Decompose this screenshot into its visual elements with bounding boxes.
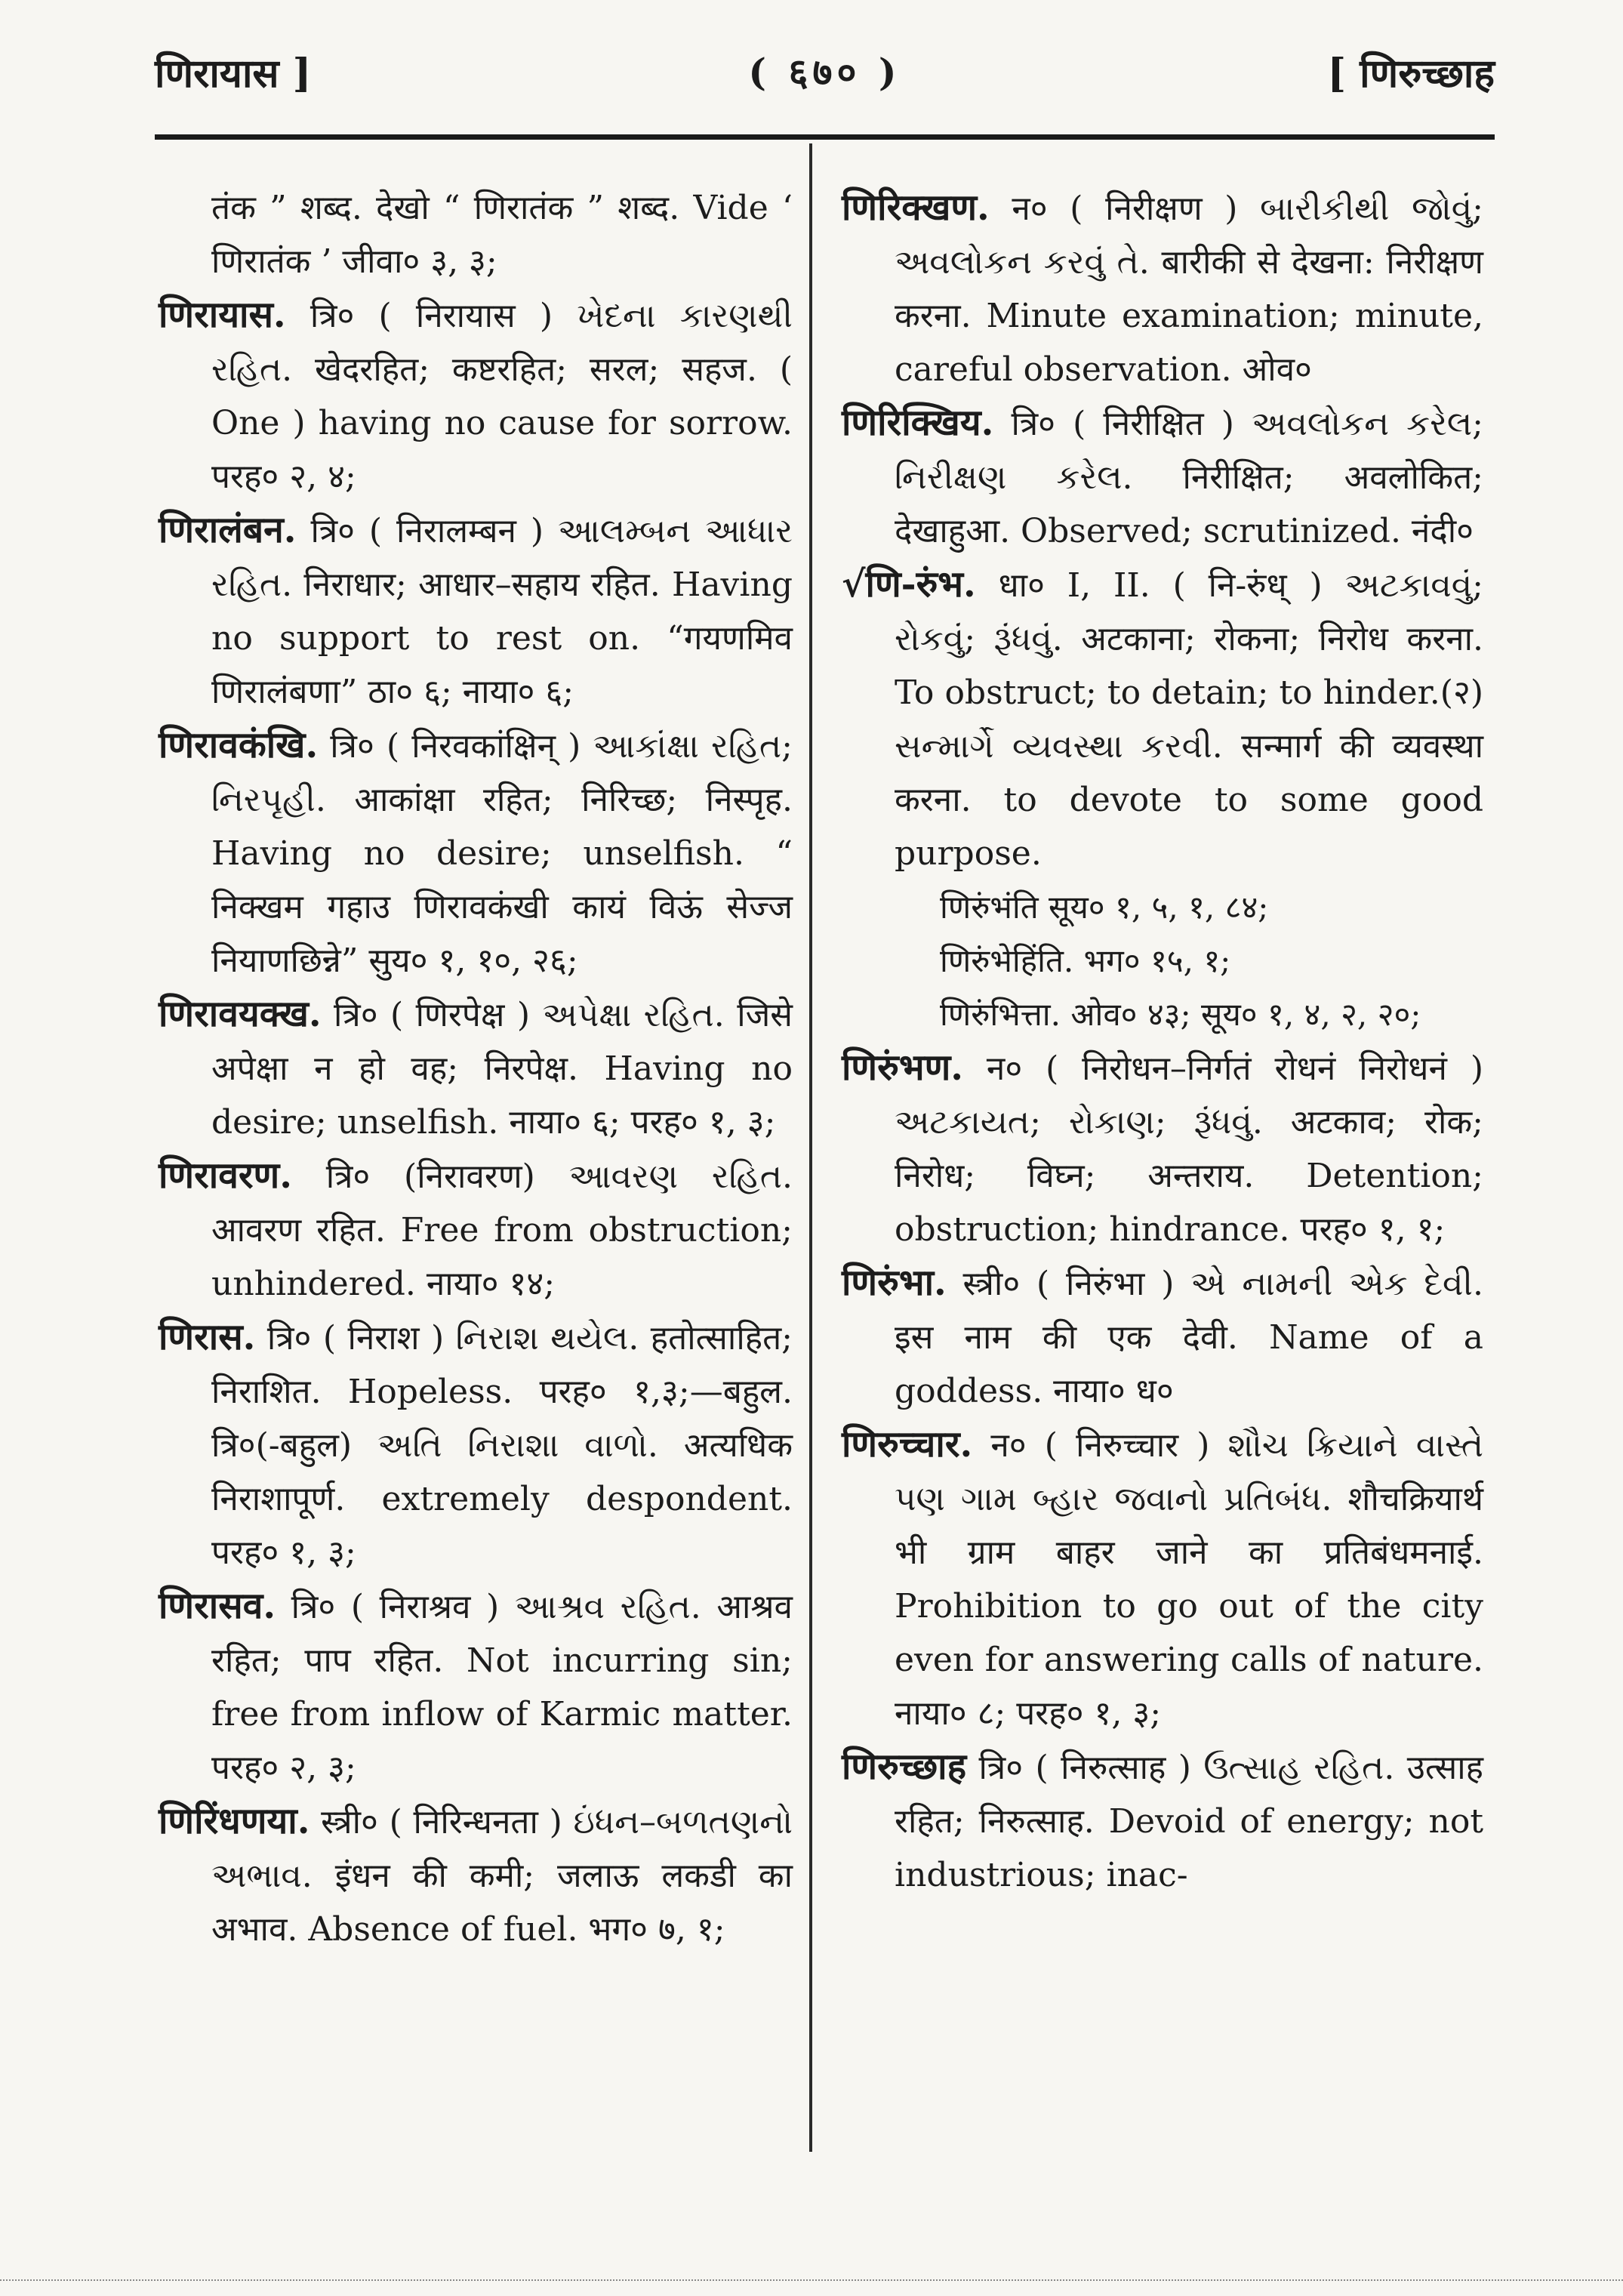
entry-headword: णिरुंभा. (842, 1262, 947, 1304)
right-column (842, 181, 1483, 1902)
entry-definition: त्रि० ( निराश ) નિરાશ થયેલ. हतोत्साहित; निराशित. Hopeless. परह० १,३;—बहुल. त्रि०(-बहुल) અતિ નિરાશા વાળો. अत्यधिक निराशापूर्ण. extremely despondent. परह० १, ३; (211, 1319, 793, 1572)
entry-definition: तंक ” शब्द. देखो “ णिरातंक ” शब्द. Vide ‘ णिरातंक ’ जीवा० ३, ३; (211, 189, 793, 281)
column-divider (809, 143, 812, 2152)
header-right-guideword: [ णिरुच्छाह (1327, 51, 1495, 97)
entry-definition: त्रि० ( निरालम्बन ) આલમ્બન આધાર રહિત. निराधार; आधार–सहाय रहित. Having no support to rest on. “गयणमिव णिरालंबणा” ठा० ६; नाया० ६; (211, 512, 793, 711)
entry-headword: √णि-रुंभ. (842, 563, 976, 606)
page-header (155, 45, 1495, 106)
entry-definition: न० ( निरुच्चार ) શૌચ ક્રિયાને વાસ્તે પણ ગામ બ્હાર જવાનો પ્રતિબંધ. शौचक्रियार्थ भी ग्राम बाहर जाने का प्रतिबंधमनाई. Prohibition to go out of the city even for answering calls of nature. नाया० ८; परह० १, ३; (895, 1426, 1483, 1733)
dictionary-entry (159, 1579, 793, 1795)
dictionary-entry (842, 396, 1483, 558)
entry-definition: त्रि० ( निरीक्षित ) અવલોકન કરેલ; નિરીક્ષણ કરેલ. निरीक्षित; अवलोकित; देखाहुआ. Observed; scrutinized. नंदी० (895, 405, 1483, 550)
dictionary-entry (842, 934, 1483, 988)
entry-definition: णिरुंभेहिंति. भग० १५, १; (940, 942, 1231, 979)
dictionary-entry (842, 1740, 1483, 1902)
entry-definition: णिरुंभित्ता. ओव० ४३; सूय० १, ४, २, २०; (940, 996, 1421, 1033)
dictionary-entry (842, 1418, 1483, 1740)
dictionary-entry (842, 1256, 1483, 1418)
entry-headword: णिरासव. (159, 1585, 276, 1627)
entry-headword: णिरावयक्ख. (159, 993, 322, 1035)
entry-headword: णिरावरण. (159, 1154, 292, 1197)
header-rule (155, 134, 1495, 140)
entry-headword: णिरायास. (159, 294, 286, 336)
entry-definition: धा० I, II. ( नि-रुंध् ) અટકાવવું; રોકવું; રૂંધવું. अटकाना; रोकना; निरोध करना. To obstruct; to detain; to hinder.(२) સન્માર્ગે વ્યવસ્થા કરવી. सन्मार्ग की व्यवस्था करना. to devote to some good purpose. (895, 566, 1483, 873)
dictionary-entry (842, 988, 1483, 1041)
entry-definition: त्रि० ( निराश्रव ) આશ્રવ રહિત. आश्रव रहित; पाप रहित. Not incurring sin; free from inflow of Karmic matter. परह० २, ३; (211, 1588, 793, 1787)
entry-definition: त्रि० ( णिरपेक्ष ) અપેક્ષા રહિત. जिसे अपेक्षा न हो वह; निरपेक्ष. Having no desire; unselfish. नाया० ६; परह० १, ३; (211, 996, 793, 1142)
dictionary-entry (159, 181, 793, 288)
dictionary-entry (159, 1149, 793, 1311)
dictionary-entry (159, 1795, 793, 1956)
entry-definition: स्त्री० ( निरिन्धनता ) ઇંધન–બળતણનો અભાવ. इंधन की कमी; जलाऊ लकडी का अभाव. Absence of fuel. भग० ७, १; (211, 1803, 793, 1949)
entry-definition: न० ( निरोधन–निर्गतं रोधनं निरोधनं ) અટકાયત; રોકાણ; રૂંધવું. अटकाव; रोक; निरोध; विघ्न; अन्तराय. Detention; obstruction; hindrance. परह० १, १; (895, 1049, 1483, 1249)
entry-definition: स्त्री० ( निरुंभा ) એ નામની એક દેવી. इस नाम की एक देवी. Name of a goddess. नाया० ध० (895, 1265, 1483, 1410)
entry-definition: णिरुंभंति सूय० १, ५, १, ८४; (940, 889, 1269, 926)
left-column (159, 181, 793, 1956)
dictionary-entry (842, 558, 1483, 880)
entry-headword: णिरास. (159, 1316, 256, 1358)
entry-definition: त्रि० ( निरवकांक्षिन् ) આકાંક્ષા રહિત; નિરપૃહી. आकांक्षा रहित; निरिच्छ; निस्पृह. Having no desire; unselfish. “ निक्खम गहाउ णिरावकंखी कायं विऊं सेज्ज नियाणछिन्ने” सुय० १, १०, २६; (211, 727, 793, 980)
entry-headword: णिरिंधणया. (159, 1800, 310, 1842)
dictionary-entry (159, 288, 793, 504)
page-number: ( ६७० ) (748, 50, 901, 94)
dictionary-entry (159, 988, 793, 1149)
entry-definition: त्रि० (निरावरण) આવરણ રહિત. आवरण रहित. Free from obstruction; unhindered. नाया० १४; (211, 1157, 793, 1303)
entry-definition: त्रि० ( निरुत्साह ) ઉત્સાહ રહિત. उत्साह रहित; निरुत्साह. Devoid of energy; not industrious; inac- (895, 1749, 1483, 1894)
entry-headword: णिरुंभण. (842, 1046, 963, 1089)
dictionary-entry (159, 1311, 793, 1579)
entry-headword: णिरिक्खिय. (842, 402, 994, 444)
entry-headword: णिरिक्खण. (842, 186, 990, 229)
entry-definition: त्रि० ( निरायास ) ખેદના કારણથી રહિત. खेदरहित; कष्टरहित; सरल; सहज. ( One ) having no cause for sorrow. परह० २, ४; (211, 297, 793, 496)
entry-headword: णिरुच्छाह (842, 1746, 967, 1788)
dictionary-entry (842, 1041, 1483, 1256)
dictionary-entry (159, 719, 793, 988)
entry-headword: णिरुच्चार. (842, 1423, 973, 1465)
entry-definition: न० ( निरीक्षण ) બારીકીથી જોવું; અવલોકન કરવું તે. बारीकी से देखना: निरीक्षण करना. Minute examination; minute, careful observation. ओव० (895, 190, 1483, 389)
entry-headword: णिरालंबन. (159, 509, 297, 551)
entry-headword: णिरावकंखि. (159, 724, 319, 766)
header-left-guideword: णिरायास ] (155, 51, 312, 97)
bottom-dotted-edge (0, 2279, 1623, 2282)
dictionary-entry (842, 880, 1483, 934)
dictionary-entry (842, 181, 1483, 396)
dictionary-entry (159, 504, 793, 719)
